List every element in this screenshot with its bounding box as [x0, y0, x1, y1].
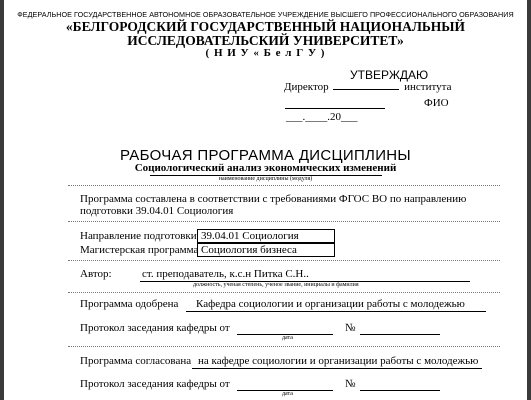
author-label: Автор: — [80, 268, 112, 280]
organization-name: ФЕДЕРАЛЬНОЕ ГОСУДАРСТВЕННОЕ АВТОНОМНОЕ ОБРАЗОВАТЕЛЬНОЕ УЧРЕЖДЕНИЕ ВЫСШЕГО ПРОФЕССИОНАЛЬНОГО ОБРАЗОВАНИЯ — [17, 10, 514, 19]
protocol1-number-line — [360, 334, 440, 335]
agreed-department: на кафедре социологии и организации работы с молодежью — [198, 355, 479, 367]
director-label: Директор — [284, 81, 329, 93]
signature-line — [285, 108, 385, 109]
author-caption: должность, ученая степень, ученое звание, инициалы и фамилия — [193, 282, 359, 288]
approval-date: ___.____.20___ — [286, 111, 358, 123]
agreed-label: Программа согласована — [80, 355, 192, 367]
fio-label: ФИО — [424, 97, 449, 109]
section-divider — [68, 292, 500, 293]
section-divider — [68, 221, 500, 222]
compliance-line2: подготовки 39.04.01 Социология — [80, 205, 234, 217]
master-program-value: Социология бизнеса — [197, 243, 335, 257]
protocol2-number-label: № — [345, 378, 356, 390]
master-program-label: Магистерская программа — [80, 244, 199, 256]
protocol1-label: Протокол заседания кафедры от — [80, 322, 230, 334]
university-short-name: ( Н И У « Б е л Г У ) — [205, 47, 326, 59]
discipline-name: Социологический анализ экономических изменений — [134, 162, 397, 174]
protocol2-number-line — [360, 390, 440, 391]
director-line — [284, 81, 451, 93]
section-divider — [68, 185, 500, 186]
institute-label: института — [404, 81, 452, 93]
discipline-caption: наименование дисциплины (модуля) — [218, 176, 313, 182]
university-name-line2: ИССЛЕДОВАТЕЛЬСКИЙ УНИВЕРСИТЕТ» — [127, 33, 404, 48]
left-border — [0, 0, 4, 400]
direction-label: Направление подготовки — [80, 230, 197, 242]
section-divider — [68, 346, 500, 347]
university-name-line1: «БЕЛГОРОДСКИЙ ГОСУДАРСТВЕННЫЙ НАЦИОНАЛЬНЫЙ — [65, 19, 466, 34]
agreed-underline — [192, 368, 482, 369]
approved-underline — [186, 311, 486, 312]
protocol1-number-label: № — [345, 322, 356, 334]
program-title: РАБОЧАЯ ПРОГРАММА ДИСЦИПЛИНЫ — [119, 147, 411, 164]
protocol2-date-caption: дата — [282, 391, 293, 397]
direction-value: 39.04.01 Социология — [197, 229, 335, 243]
protocol1-date-caption: дата — [282, 335, 293, 341]
right-border — [527, 0, 531, 400]
approved-label: Программа одобрена — [80, 298, 179, 310]
approval-title: УТВЕРЖДАЮ — [350, 68, 429, 82]
author-value: ст. преподаватель, к.с.н Питка С.Н.. — [142, 268, 309, 280]
compliance-line1: Программа составлена в соответствии с требованиями ФГОС ВО по направлению — [80, 193, 467, 205]
approved-department: Кафедра социологии и организации работы с молодежью — [196, 298, 465, 310]
protocol2-label: Протокол заседания кафедры от — [80, 378, 230, 390]
section-divider — [68, 260, 500, 261]
